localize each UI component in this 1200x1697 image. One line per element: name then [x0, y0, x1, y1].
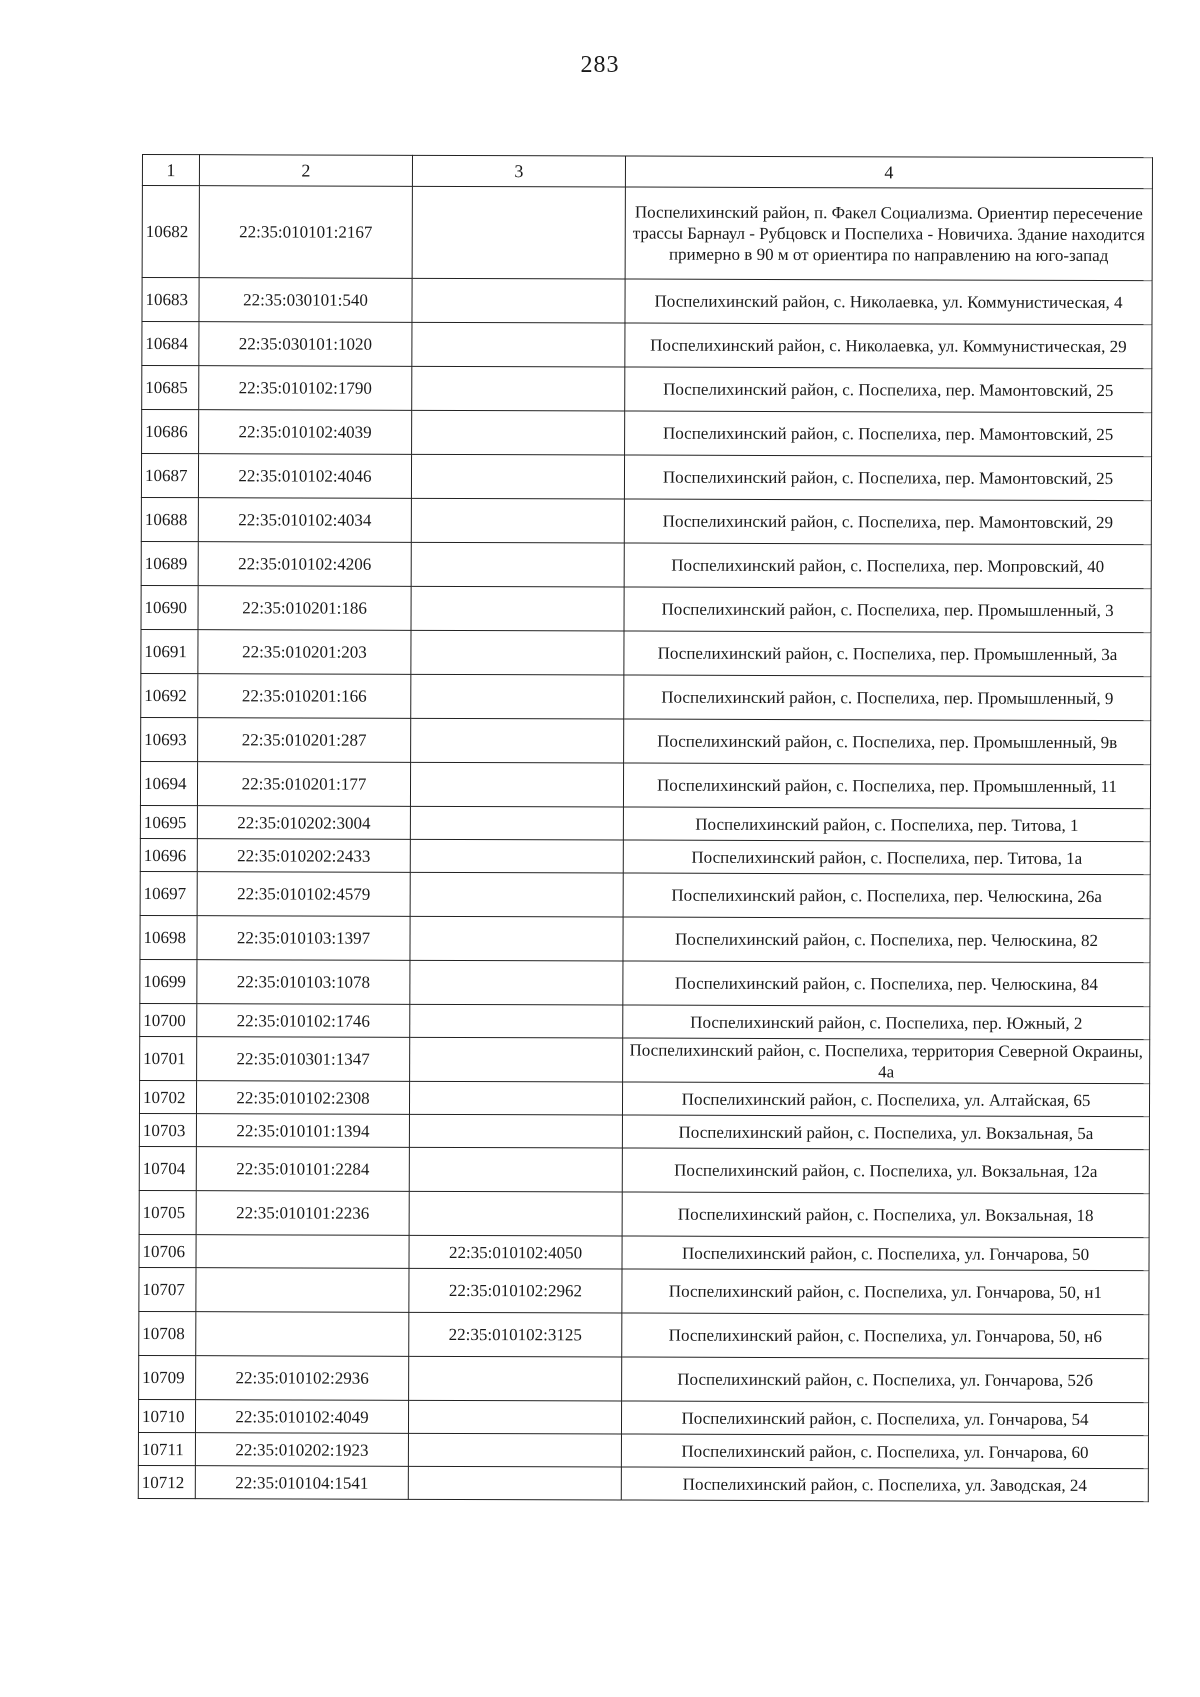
- row-number-cell: 10701: [140, 1036, 197, 1080]
- secondary-cadastral-number-cell: [411, 674, 624, 719]
- address-cell: Поспелихинский район, с. Поспелиха, ул. Вокзальная, 18: [622, 1192, 1149, 1238]
- table-row: [140, 838, 1150, 874]
- address-cell: Поспелихинский район, с. Поспелиха, ул. Гончарова, 50, н1: [622, 1269, 1149, 1315]
- cadastral-number-cell: 22:35:010202:1923: [195, 1433, 408, 1467]
- row-number-cell: 10700: [140, 1003, 197, 1036]
- table-header-row: [142, 155, 1152, 189]
- cadastral-number-cell: 22:35:010201:287: [198, 718, 411, 763]
- table-row: [142, 186, 1152, 281]
- secondary-cadastral-number-cell: [410, 1037, 623, 1082]
- cadastral-number-cell: [196, 1268, 409, 1313]
- cadastral-number-cell: 22:35:010201:166: [198, 674, 411, 719]
- cadastral-number-cell: [196, 1235, 409, 1269]
- address-cell: Поспелихинский район, п. Факел Социализма. Ориентир пересечение трассы Барнаул - Рубцовск и Поспелиха - Новичиха. Здание находится примерно в 90 м от ориентира по направлению на юго-запад: [625, 187, 1152, 281]
- cadastral-number-cell: 22:35:010103:1078: [197, 960, 410, 1005]
- column-header-2: 2: [199, 155, 412, 187]
- secondary-cadastral-number-cell: [409, 1147, 622, 1192]
- row-number-cell: 10682: [142, 186, 199, 278]
- secondary-cadastral-number-cell: [409, 1114, 622, 1148]
- cadastral-number-cell: 22:35:010102:2936: [196, 1356, 409, 1401]
- table-row: [140, 871, 1150, 918]
- address-cell: Поспелихинский район, с. Поспелиха, пер. Промышленный, 3а: [624, 631, 1151, 677]
- table-row: [138, 1432, 1148, 1468]
- cadastral-number-cell: 22:35:010102:1790: [199, 366, 412, 411]
- cadastral-number-cell: 22:35:010102:4034: [198, 498, 411, 543]
- table-row: [139, 1190, 1149, 1237]
- row-number-cell: 10704: [139, 1146, 196, 1190]
- table-row: [141, 454, 1151, 501]
- address-cell: Поспелихинский район, с. Поспелиха, ул. Гончарова, 54: [621, 1401, 1148, 1436]
- table-row: [139, 1311, 1149, 1358]
- address-cell: Поспелихинский район, с. Поспелиха, пер. Промышленный, 9в: [624, 719, 1151, 765]
- secondary-cadastral-number-cell: [411, 498, 624, 543]
- secondary-cadastral-number-cell: [411, 542, 624, 587]
- secondary-cadastral-number-cell: [410, 872, 623, 917]
- address-cell: Поспелихинский район, с. Поспелиха, пер. Титова, 1: [623, 807, 1150, 842]
- table-row: [139, 1234, 1149, 1270]
- cadastral-number-cell: 22:35:010102:4049: [195, 1400, 408, 1434]
- table-row: [140, 959, 1150, 1006]
- row-number-cell: 10690: [141, 585, 198, 629]
- table-row: [139, 1080, 1149, 1116]
- secondary-cadastral-number-cell: [411, 630, 624, 675]
- row-number-cell: 10702: [139, 1080, 196, 1113]
- column-header-1: 1: [142, 155, 199, 186]
- address-cell: Поспелихинский район, с. Поспелиха, пер. Челюскина, 26а: [623, 873, 1150, 919]
- table-row: [142, 322, 1152, 369]
- table-row: [142, 366, 1152, 413]
- table-row: [139, 1113, 1149, 1149]
- address-cell: Поспелихинский район, с. Поспелиха, пер. Челюскина, 84: [623, 961, 1150, 1007]
- row-number-cell: 10697: [140, 871, 197, 915]
- column-header-4: 4: [625, 156, 1152, 189]
- row-number-cell: 10707: [139, 1267, 196, 1311]
- secondary-cadastral-number-cell: [412, 410, 625, 455]
- cadastral-number-cell: 22:35:010202:3004: [197, 806, 410, 840]
- row-number-cell: 10699: [140, 959, 197, 1003]
- registry-table: [138, 154, 1153, 1502]
- secondary-cadastral-number-cell: 22:35:010102:3125: [409, 1312, 622, 1357]
- row-number-cell: 10687: [141, 454, 198, 498]
- row-number-cell: 10708: [139, 1311, 196, 1355]
- address-cell: Поспелихинский район, с. Поспелиха, ул. Гончарова, 50, н6: [622, 1313, 1149, 1359]
- cadastral-number-cell: 22:35:010102:4039: [199, 410, 412, 455]
- address-cell: Поспелихинский район, с. Поспелиха, пер. Мамонтовский, 25: [625, 367, 1152, 413]
- row-number-cell: 10709: [139, 1355, 196, 1399]
- secondary-cadastral-number-cell: [411, 454, 624, 499]
- cadastral-number-cell: 22:35:010101:2284: [196, 1147, 409, 1192]
- cadastral-number-cell: 22:35:010201:177: [197, 762, 410, 807]
- table-row: [139, 1267, 1149, 1314]
- table-row: [140, 805, 1150, 841]
- secondary-cadastral-number-cell: [410, 806, 623, 840]
- secondary-cadastral-number-cell: [412, 278, 625, 323]
- address-cell: Поспелихинский район, с. Поспелиха, пер. Мамонтовский, 25: [625, 411, 1152, 457]
- secondary-cadastral-number-cell: 22:35:010102:4050: [409, 1235, 622, 1269]
- table-row: [140, 1036, 1150, 1083]
- row-number-cell: 10691: [141, 629, 198, 673]
- row-number-cell: 10711: [138, 1432, 195, 1465]
- row-number-cell: 10694: [140, 761, 197, 805]
- table-row: [141, 541, 1151, 588]
- cadastral-number-cell: 22:35:010104:1541: [195, 1466, 408, 1500]
- address-cell: Поспелихинский район, с. Поспелиха, ул. Заводская, 24: [621, 1467, 1148, 1502]
- address-cell: Поспелихинский район, с. Поспелиха, пер. Челюскина, 82: [623, 917, 1150, 963]
- row-number-cell: 10705: [139, 1190, 196, 1234]
- address-cell: Поспелихинский район, с. Поспелиха, пер. Промышленный, 3: [624, 587, 1151, 633]
- table-row: [142, 410, 1152, 457]
- secondary-cadastral-number-cell: [412, 366, 625, 411]
- secondary-cadastral-number-cell: [408, 1400, 621, 1434]
- address-cell: Поспелихинский район, с. Поспелиха, пер. Южный, 2: [623, 1005, 1150, 1040]
- table-row: [138, 1465, 1148, 1501]
- secondary-cadastral-number-cell: [409, 1191, 622, 1236]
- secondary-cadastral-number-cell: [410, 916, 623, 961]
- secondary-cadastral-number-cell: [412, 186, 625, 279]
- address-cell: Поспелихинский район, с. Поспелиха, ул. Гончарова, 52б: [622, 1357, 1149, 1403]
- secondary-cadastral-number-cell: [410, 1004, 623, 1038]
- address-cell: Поспелихинский район, с. Поспелиха, ул. Вокзальная, 5а: [622, 1115, 1149, 1150]
- column-header-3: 3: [412, 155, 625, 187]
- row-number-cell: 10692: [141, 673, 198, 717]
- address-cell: Поспелихинский район, с. Поспелиха, пер. Мамонтовский, 25: [624, 455, 1151, 501]
- secondary-cadastral-number-cell: [409, 1356, 622, 1401]
- address-cell: Поспелихинский район, с. Поспелиха, ул. Гончарова, 60: [621, 1434, 1148, 1469]
- cadastral-number-cell: 22:35:010201:203: [198, 630, 411, 675]
- table-row: [140, 761, 1150, 808]
- address-cell: Поспелихинский район, с. Поспелиха, территория Северной Окраины, 4а: [623, 1038, 1150, 1084]
- address-cell: Поспелихинский район, с. Поспелиха, пер. Промышленный, 11: [623, 763, 1150, 809]
- cadastral-number-cell: 22:35:010102:4579: [197, 872, 410, 917]
- cadastral-number-cell: 22:35:030101:1020: [199, 322, 412, 367]
- address-cell: Поспелихинский район, с. Поспелиха, пер. Мамонтовский, 29: [624, 499, 1151, 545]
- cadastral-number-cell: 22:35:010102:1746: [197, 1004, 410, 1038]
- table-row: [139, 1146, 1149, 1193]
- row-number-cell: 10710: [138, 1399, 195, 1432]
- cadastral-number-cell: 22:35:010102:4046: [198, 454, 411, 499]
- row-number-cell: 10696: [140, 838, 197, 871]
- row-number-cell: 10689: [141, 541, 198, 585]
- cadastral-number-cell: 22:35:030101:540: [199, 278, 412, 323]
- cadastral-number-cell: 22:35:010103:1397: [197, 916, 410, 961]
- table-row: [142, 278, 1152, 325]
- address-cell: Поспелихинский район, с. Поспелиха, пер. Титова, 1а: [623, 840, 1150, 875]
- table-row: [141, 585, 1151, 632]
- table-row: [140, 915, 1150, 962]
- cadastral-number-cell: 22:35:010101:1394: [196, 1114, 409, 1148]
- table-body: [138, 186, 1152, 1502]
- row-number-cell: 10685: [142, 366, 199, 410]
- secondary-cadastral-number-cell: [408, 1466, 621, 1500]
- cadastral-number-cell: 22:35:010202:2433: [197, 839, 410, 873]
- secondary-cadastral-number-cell: 22:35:010102:2962: [409, 1268, 622, 1313]
- table-row: [138, 1399, 1148, 1435]
- cadastral-number-cell: 22:35:010102:4206: [198, 542, 411, 587]
- secondary-cadastral-number-cell: [409, 1081, 622, 1115]
- row-number-cell: 10695: [140, 805, 197, 838]
- row-number-cell: 10698: [140, 915, 197, 959]
- page-number: 283: [580, 52, 620, 78]
- row-number-cell: 10684: [142, 322, 199, 366]
- row-number-cell: 10693: [141, 717, 198, 761]
- secondary-cadastral-number-cell: [412, 322, 625, 367]
- address-cell: Поспелихинский район, с. Поспелиха, пер. Промышленный, 9: [624, 675, 1151, 721]
- row-number-cell: 10683: [142, 278, 199, 322]
- secondary-cadastral-number-cell: [410, 960, 623, 1005]
- secondary-cadastral-number-cell: [410, 839, 623, 873]
- address-cell: Поспелихинский район, с. Николаевка, ул. Коммунистическая, 4: [625, 279, 1152, 325]
- address-cell: Поспелихинский район, с. Поспелиха, ул. Гончарова, 50: [622, 1236, 1149, 1271]
- cadastral-number-cell: 22:35:010102:2308: [196, 1081, 409, 1115]
- row-number-cell: 10712: [138, 1465, 195, 1498]
- cadastral-number-cell: [196, 1312, 409, 1357]
- table-row: [141, 717, 1151, 764]
- secondary-cadastral-number-cell: [410, 762, 623, 807]
- row-number-cell: 10706: [139, 1234, 196, 1267]
- table-row: [139, 1355, 1149, 1402]
- table-row: [141, 673, 1151, 720]
- cadastral-number-cell: 22:35:010301:1347: [197, 1037, 410, 1082]
- cadastral-number-cell: 22:35:010201:186: [198, 586, 411, 631]
- table-row: [141, 497, 1151, 544]
- table-row: [141, 629, 1151, 676]
- address-cell: Поспелихинский район, с. Поспелиха, ул. Алтайская, 65: [622, 1082, 1149, 1117]
- row-number-cell: 10686: [142, 410, 199, 454]
- address-cell: Поспелихинский район, с. Поспелиха, пер. Мопровский, 40: [624, 543, 1151, 589]
- cadastral-number-cell: 22:35:010101:2236: [196, 1191, 409, 1236]
- row-number-cell: 10703: [139, 1113, 196, 1146]
- secondary-cadastral-number-cell: [411, 718, 624, 763]
- secondary-cadastral-number-cell: [408, 1433, 621, 1467]
- secondary-cadastral-number-cell: [411, 586, 624, 631]
- cadastral-number-cell: 22:35:010101:2167: [199, 186, 412, 279]
- address-cell: Поспелихинский район, с. Поспелиха, ул. Вокзальная, 12а: [622, 1148, 1149, 1194]
- address-cell: Поспелихинский район, с. Николаевка, ул. Коммунистическая, 29: [625, 323, 1152, 369]
- table-row: [140, 1003, 1150, 1039]
- row-number-cell: 10688: [141, 497, 198, 541]
